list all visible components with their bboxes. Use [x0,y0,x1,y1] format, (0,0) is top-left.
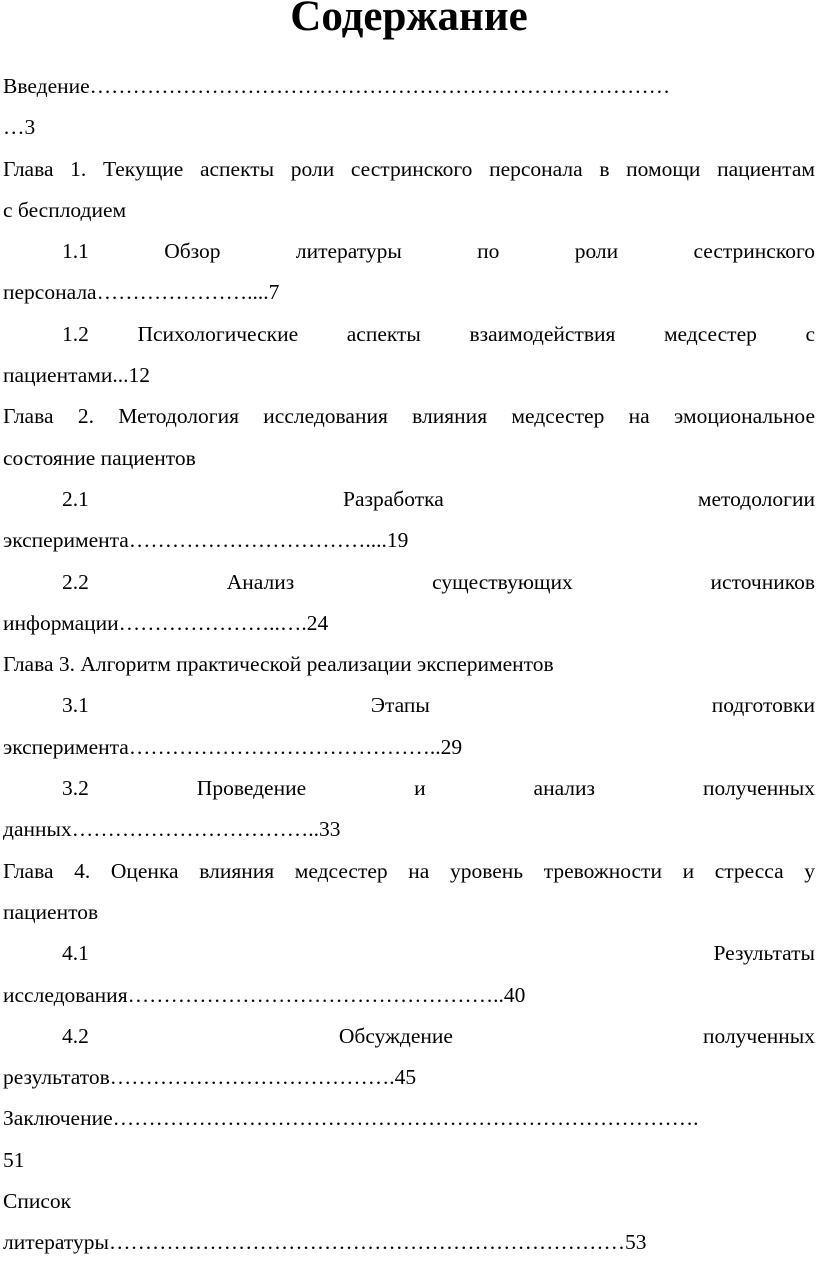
toc-entry-introduction: Введение……………………………………………………………………… [3,74,671,98]
toc-entry-section-3-1-cont: эксперимента……………………………………..29 [3,734,463,759]
toc-entry-conclusion-page: 51 [3,1147,25,1172]
toc-entry-references-cont: литературы………………………………………………………………53 [3,1230,647,1255]
toc-entry-section-1-2: 1.2 Психологические аспекты взаимодействия медсестер с [62,321,815,346]
toc-entry-section-4-1-cont: исследования……………………………………………..40 [3,982,526,1007]
toc-entry-section-4-1: 4.1 Результаты [62,941,815,966]
toc-entry-section-3-2: 3.2 Проведение и анализ полученных [62,776,815,801]
toc-entry-section-2-2: 2.2 Анализ существующих источников [62,569,815,594]
toc-entry-section-4-2-cont: результатов………………………………….45 [3,1065,417,1090]
toc-entry-section-1-1: 1.1 Обзор литературы по роли сестринского [62,239,815,264]
toc-entry-chapter-2-cont: состояние пациентов [3,445,196,470]
toc-entry-introduction-page: …3 [3,115,36,140]
toc-entry-section-3-2-cont: данных……………………………..33 [3,817,341,842]
toc-entry-section-2-2-cont: информации…………………..….24 [3,610,329,635]
toc-entry-section-3-1: 3.1 Этапы подготовки [62,693,815,718]
toc-entry-section-1-1-cont: персонала…………………....7 [3,280,280,305]
toc-entry-references: Список [3,1189,72,1214]
toc-entry-chapter-2: Глава 2. Методология исследования влияния медсестер на эмоциональное [3,404,815,429]
toc-entry-chapter-4: Глава 4. Оценка влияния медсестер на уровень тревожности и стресса у [3,858,815,883]
toc-entry-chapter-1-cont: с бесплодием [3,197,127,222]
toc-entry-conclusion: Заключение………………………………………………………………………. [3,1106,699,1131]
toc-entry-section-2-1: 2.1 Разработка методологии [62,486,815,511]
page-title: Содержание [290,0,528,40]
toc-entry-chapter-4-cont: пациентов [3,899,99,924]
toc-entry-chapter-1: Глава 1. Текущие аспекты роли сестринского персонала в помощи пациентам [3,156,815,181]
toc-entry-chapter-3: Глава 3. Алгоритм практической реализации экспериментов [3,652,554,677]
toc-entry-section-4-2: 4.2 Обсуждение полученных [62,1023,815,1048]
toc-entry-section-2-1-cont: эксперимента……………………………....19 [3,528,409,553]
table-of-contents [3,66,815,1264]
toc-entry-section-1-2-cont: пациентами...12 [3,363,151,388]
